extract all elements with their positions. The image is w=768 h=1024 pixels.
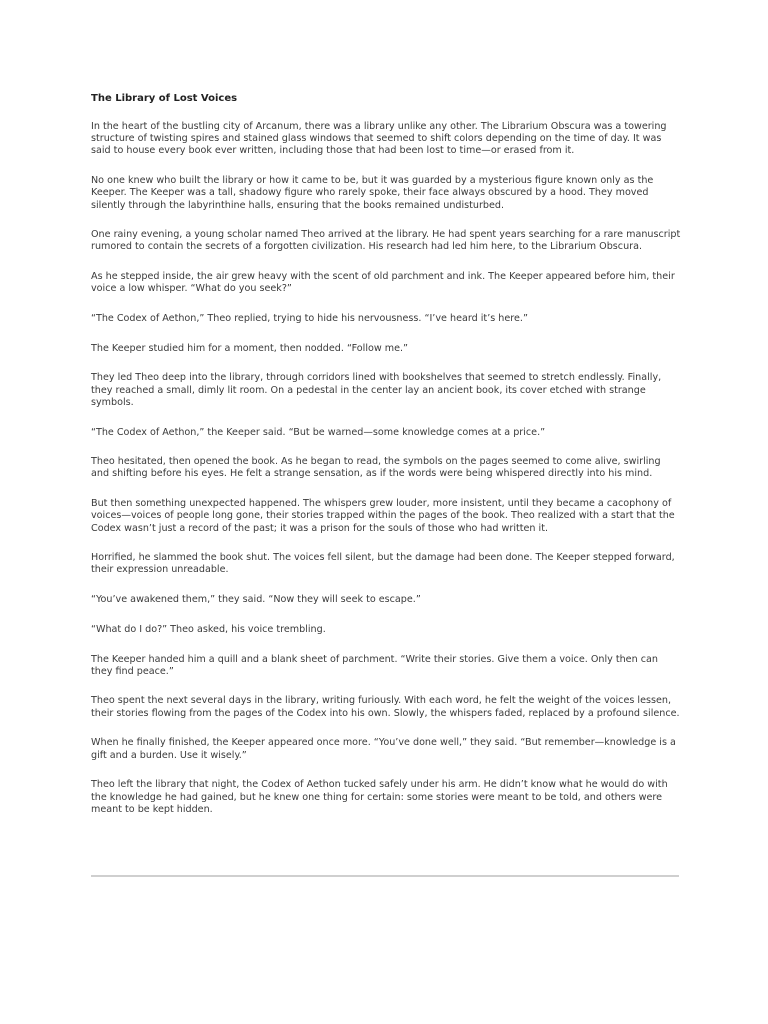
- paragraph-11: Horrified, he slammed the book shut. The voices fell silent, but the damage had been done. The Keeper stepped forward, their expression unreadable.: [91, 552, 675, 576]
- paragraph-5: “The Codex of Aethon,” Theo replied, trying to hide his nervousness. “I’ve heard it’s here.”: [91, 313, 528, 325]
- paragraph-12: “You’ve awakened them,” they said. “Now they will seek to escape.”: [91, 594, 421, 606]
- horizontal-divider: [91, 875, 679, 877]
- paragraph-17: Theo left the library that night, the Codex of Aethon tucked safely under his arm. He didn’t know what he would do with the knowledge he had gained, but he knew one thing for certain: some stories were meant to be told, and others were meant to be kept hidden.: [91, 779, 668, 815]
- paragraph-6: The Keeper studied him for a moment, then nodded. “Follow me.”: [91, 342, 409, 354]
- paragraph-9: Theo hesitated, then opened the book. As he began to read, the symbols on the pages seemed to come alive, swirling and shifting before his eyes. He felt a strange sensation, as if the words were being whispered directly into his mind.: [91, 456, 661, 480]
- paragraph-4: As he stepped inside, the air grew heavy with the scent of old parchment and ink. The Keeper appeared before him, their voice a low whisper. “What do you seek?”: [91, 271, 675, 295]
- paragraph-13: “What do I do?” Theo asked, his voice trembling.: [91, 623, 326, 635]
- paragraph-3: One rainy evening, a young scholar named Theo arrived at the library. He had spent years searching for a rare manuscript rumored to contain the secrets of a forgotten civilization. His research had led him here, to the Librarium Obscura.: [91, 229, 681, 253]
- document-body: [91, 92, 681, 833]
- paragraph-7: They led Theo deep into the library, through corridors lined with bookshelves that seemed to stretch endlessly. Finally, they reached a small, dimly lit room. On a pedestal in the center lay an ancient book, its cover etched with strange symbols.: [91, 372, 662, 408]
- paragraph-2: No one knew who built the library or how it came to be, but it was guarded by a mysterious figure known only as the Keeper. The Keeper was a tall, shadowy figure who rarely spoke, their face always obscured by a hood. They moved silently through the labyrinthine halls, ensuring that the books remained undisturbed.: [91, 175, 654, 211]
- paragraph-16: When he finally finished, the Keeper appeared once more. “You’ve done well,” they said. “But remember—knowledge is a gift and a burden. Use it wisely.”: [91, 737, 676, 761]
- paragraph-15: Theo spent the next several days in the library, writing furiously. With each word, he felt the weight of the voices lessen, their stories flowing from the pages of the Codex into his own. Slowly, the whispers faded, replaced by a profound silence.: [91, 695, 680, 719]
- paragraph-14: The Keeper handed him a quill and a blank sheet of parchment. “Write their stories. Give them a voice. Only then can they find peace.”: [91, 653, 658, 677]
- document-title: The Library of Lost Voices: [91, 93, 238, 104]
- paragraph-10: But then something unexpected happened. The whispers grew louder, more insistent, until they became a cacophony of voices—voices of people long gone, their stories trapped within the pages of the book. Theo realized with a start that the Codex wasn’t just a record of the past; it was a prison for the souls of those who had written it.: [91, 498, 675, 534]
- paragraph-1: In the heart of the bustling city of Arcanum, there was a library unlike any other. The Librarium Obscura was a towering structure of twisting spires and stained glass windows that seemed to shift colors depending on the time of day. It was said to house every book ever written, including those that had been lost to time—or erased from it.: [91, 121, 667, 157]
- paragraph-8: “The Codex of Aethon,” the Keeper said. “But be warned—some knowledge comes at a price.”: [91, 426, 546, 438]
